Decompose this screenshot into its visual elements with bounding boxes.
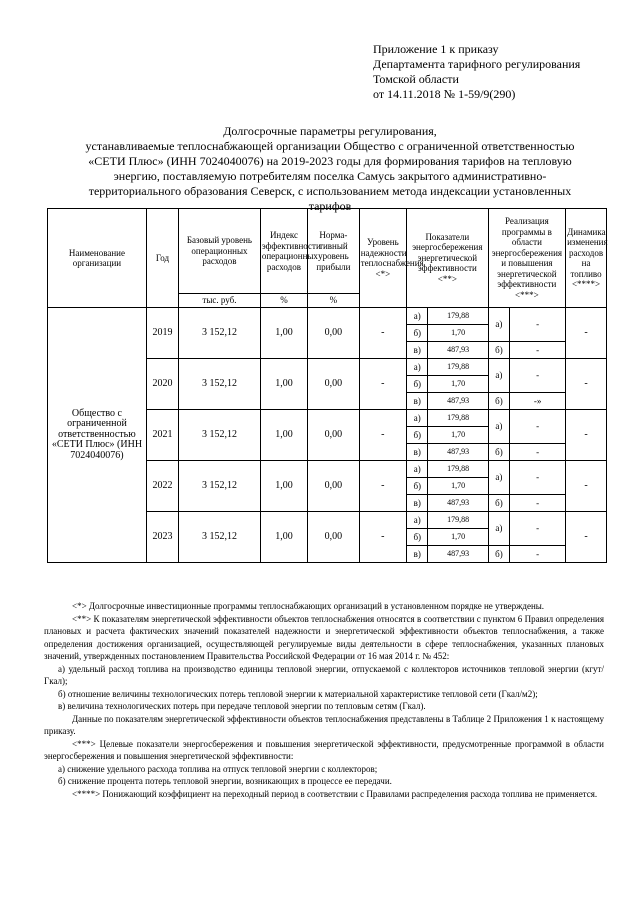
normative-profit-cell: 0,00 xyxy=(308,308,360,359)
energy-value-cell: 1,70 xyxy=(428,325,488,342)
normative-profit-cell: 0,00 xyxy=(308,410,360,461)
energy-label-cell: а) xyxy=(407,512,428,529)
appendix-block xyxy=(373,42,633,102)
energy-label-cell: б) xyxy=(407,376,428,393)
energy-label-cell: в) xyxy=(407,546,428,563)
energy-label-cell: а) xyxy=(407,359,428,376)
fuel-dynamics-cell: - xyxy=(566,512,607,563)
program-value-cell: - xyxy=(510,359,566,393)
title-line: территориального образования Северск, с использованием метода индексации установленных xyxy=(88,184,572,198)
header-fuel-dynamics: Динамика изменения расходов на топливо <****> xyxy=(566,209,607,308)
appendix-line: от 14.11.2018 № 1-59/9(290) xyxy=(373,87,516,101)
energy-value-cell: 487,93 xyxy=(428,393,488,410)
footnote-3a: а) снижение удельного расхода топлива на отпуск тепловой энергии с коллекторов; xyxy=(58,763,378,774)
energy-value-cell: 1,70 xyxy=(428,376,488,393)
program-value-cell: -» xyxy=(510,393,566,410)
title-line: «СЕТИ Плюс» (ИНН 7024040076) на 2019-2023 годы для формирования тарифов на тепловую xyxy=(88,154,572,168)
fuel-dynamics-cell: - xyxy=(566,461,607,512)
energy-value-cell: 487,93 xyxy=(428,495,488,512)
unit-index: % xyxy=(260,294,307,308)
header-energy-indicators: Показатели энергосбережения энергетической эффективности <**> xyxy=(407,209,489,308)
year-cell: 2021 xyxy=(146,410,178,461)
footnote-3b: б) снижение процента потерь тепловой энергии, возникающих в процессе ее передачи. xyxy=(58,776,392,786)
program-value-cell: - xyxy=(510,308,566,342)
title-line: энергию, поставляемую потребителям поселка Самусь закрытого административно- xyxy=(113,169,547,183)
normative-profit-cell: 0,00 xyxy=(308,461,360,512)
footnote-2d: Данные по показателям энергетической эффективности объектов теплоснабжения представлены в Таблице 2 Приложения 1 к настоящему приказу. xyxy=(44,713,604,736)
program-label-cell: б) xyxy=(488,342,509,359)
title-line: Долгосрочные параметры регулирования, xyxy=(223,124,437,138)
fuel-dynamics-cell: - xyxy=(566,308,607,359)
energy-value-cell: 179,88 xyxy=(428,461,488,478)
fuel-dynamics-cell: - xyxy=(566,359,607,410)
reliability-cell: - xyxy=(359,461,406,512)
program-label-cell: а) xyxy=(488,308,509,342)
parameters-table xyxy=(47,208,607,563)
appendix-line: Департамента тарифного регулирования xyxy=(373,57,581,71)
program-label-cell: а) xyxy=(488,512,509,546)
program-label-cell: б) xyxy=(488,444,509,461)
header-reliability: Уровень надежности теплоснабжения <*> xyxy=(359,209,406,308)
footnote-2: <**> К показателям энергетической эффективности объектов теплоснабжения относятся в соответствии с пунктом 6 Правил определения плановых и расчета фактических значений показателей надежности и энергетической эффективности объектов теплоснабжения, а также определения достижения организацией, осуществляющей регулируемые виды деятельности в сфере теплоснабжения, указанных плановых значений, утвержденных постановлением Правительства Российской Федерации от 16 мая 2014 г. № 452: xyxy=(44,613,604,661)
header-base-costs: Базовый уровень операционных расходов xyxy=(179,209,261,294)
program-value-cell: - xyxy=(510,342,566,359)
fuel-dynamics-cell: - xyxy=(566,410,607,461)
header-year: Год xyxy=(146,209,178,308)
energy-value-cell: 487,93 xyxy=(428,444,488,461)
program-label-cell: а) xyxy=(488,461,509,495)
energy-value-cell: 179,88 xyxy=(428,359,488,376)
base-costs-cell: 3 152,12 xyxy=(179,410,261,461)
unit-base: тыс. руб. xyxy=(179,294,261,308)
footnote-3: <***> Целевые показатели энергосбережения и повышения энергетической эффективности, предусмотренные программой в области энергосбережения и повышения энергетической эффективности: xyxy=(44,738,604,761)
program-value-cell: - xyxy=(510,512,566,546)
efficiency-index-cell: 1,00 xyxy=(260,359,307,410)
title-line: устанавливаемые теплоснабжающей организации Общество с ограниченной ответственностью xyxy=(85,139,575,153)
energy-label-cell: а) xyxy=(407,410,428,427)
energy-value-cell: 487,93 xyxy=(428,342,488,359)
table-header-row xyxy=(48,209,607,294)
base-costs-cell: 3 152,12 xyxy=(179,308,261,359)
appendix-line: Приложение 1 к приказу xyxy=(373,42,499,56)
unit-norm: % xyxy=(308,294,360,308)
energy-label-cell: а) xyxy=(407,461,428,478)
header-org: Наименование организации xyxy=(48,209,147,308)
energy-label-cell: б) xyxy=(407,478,428,495)
organization-name-cell: Общество с ограниченной ответственностью «СЕТИ Плюс» (ИНН 7024040076) xyxy=(48,308,147,563)
efficiency-index-cell: 1,00 xyxy=(260,461,307,512)
program-label-cell: б) xyxy=(488,393,509,410)
footnote-2b: б) отношение величины технологических потерь тепловой энергии к материальной характеристике тепловой сети (Гкал/м2); xyxy=(58,688,538,699)
energy-value-cell: 179,88 xyxy=(428,410,488,427)
year-cell: 2019 xyxy=(146,308,178,359)
program-value-cell: - xyxy=(510,461,566,495)
program-label-cell: а) xyxy=(488,410,509,444)
normative-profit-cell: 0,00 xyxy=(308,359,360,410)
reliability-cell: - xyxy=(359,359,406,410)
efficiency-index-cell: 1,00 xyxy=(260,512,307,563)
footnote-1: <*> Долгосрочные инвестиционные программы теплоснабжающих организаций в установленном порядке не утверждены. xyxy=(72,601,545,611)
normative-profit-cell: 0,00 xyxy=(308,512,360,563)
reliability-cell: - xyxy=(359,512,406,563)
program-label-cell: а) xyxy=(488,359,509,393)
program-label-cell: б) xyxy=(488,495,509,512)
energy-value-cell: 487,93 xyxy=(428,546,488,563)
energy-label-cell: б) xyxy=(407,427,428,444)
year-cell: 2023 xyxy=(146,512,178,563)
energy-label-cell: в) xyxy=(407,342,428,359)
efficiency-index-cell: 1,00 xyxy=(260,308,307,359)
energy-label-cell: б) xyxy=(407,529,428,546)
energy-value-cell: 179,88 xyxy=(428,512,488,529)
header-normative-profit: Норма-тивный уровень прибыли xyxy=(308,209,360,294)
reliability-cell: - xyxy=(359,308,406,359)
energy-value-cell: 179,88 xyxy=(428,308,488,325)
energy-value-cell: 1,70 xyxy=(428,529,488,546)
energy-value-cell: 1,70 xyxy=(428,427,488,444)
base-costs-cell: 3 152,12 xyxy=(179,461,261,512)
year-cell: 2022 xyxy=(146,461,178,512)
footnote-4: <****> Понижающий коэффициент на переходный период в соответствии с Правилами распределения расхода топлива не применяется. xyxy=(72,788,598,799)
document-title xyxy=(50,124,610,214)
energy-label-cell: а) xyxy=(407,308,428,325)
header-program: Реализация программы в области энергосбережения и повышения энергетической эффективности <***> xyxy=(488,209,565,308)
energy-label-cell: в) xyxy=(407,495,428,512)
title-line: тарифов xyxy=(308,199,352,213)
energy-label-cell: в) xyxy=(407,444,428,461)
energy-label-cell: б) xyxy=(407,325,428,342)
table-row xyxy=(48,308,607,325)
appendix-line: Томской области xyxy=(373,72,459,86)
header-efficiency-index: Индекс эффективности операционных расходов xyxy=(260,209,307,294)
reliability-cell: - xyxy=(359,410,406,461)
program-label-cell: б) xyxy=(488,546,509,563)
base-costs-cell: 3 152,12 xyxy=(179,359,261,410)
energy-label-cell: в) xyxy=(407,393,428,410)
footnote-2c: в) величина технологических потерь при передаче тепловой энергии по тепловым сетям (Гкал). xyxy=(58,701,426,711)
energy-value-cell: 1,70 xyxy=(428,478,488,495)
program-value-cell: - xyxy=(510,546,566,563)
program-value-cell: - xyxy=(510,495,566,512)
base-costs-cell: 3 152,12 xyxy=(179,512,261,563)
footnote-2a: а) удельный расход топлива на производство единицы тепловой энергии, отпускаемой с коллекторов источников тепловой энергии (кгут/Гкал); xyxy=(44,663,604,686)
efficiency-index-cell: 1,00 xyxy=(260,410,307,461)
footnotes xyxy=(44,600,604,800)
program-value-cell: - xyxy=(510,444,566,461)
program-value-cell: - xyxy=(510,410,566,444)
year-cell: 2020 xyxy=(146,359,178,410)
